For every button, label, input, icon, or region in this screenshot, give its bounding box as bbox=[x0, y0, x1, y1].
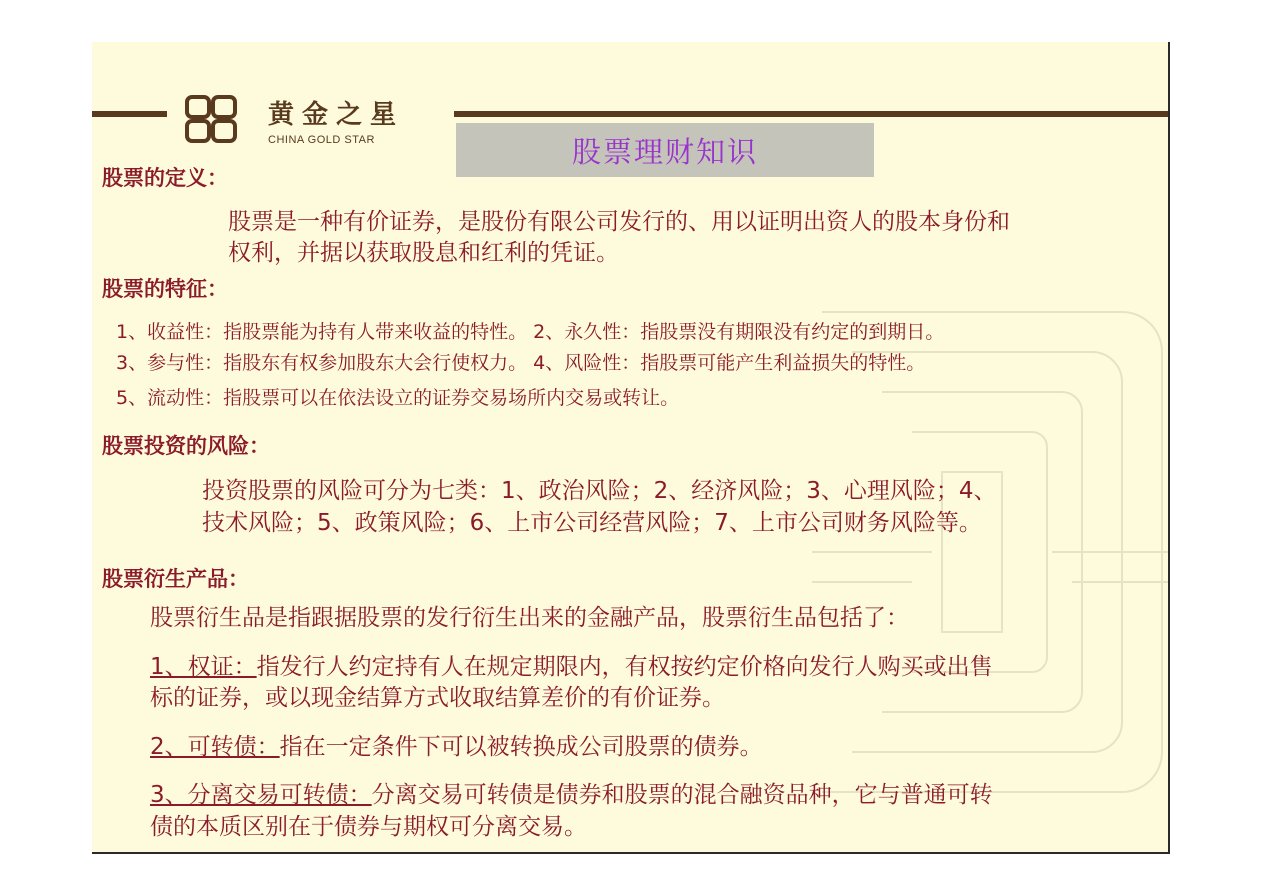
derivative-item-1 bbox=[150, 648, 993, 681]
derivative-term-3: 3、分离交易可转债： bbox=[150, 782, 372, 808]
derivative-term-1: 1、权证： bbox=[150, 654, 257, 680]
definition-heading: 股票的定义： bbox=[102, 166, 228, 190]
definition-line-2: 权利，并据以获取股息和红利的凭证。 bbox=[228, 240, 619, 266]
logo-chinese-name: 黄金之星 bbox=[268, 100, 405, 130]
slide-title: 股票理财知识 bbox=[571, 134, 758, 169]
header-bar-right bbox=[454, 111, 1168, 117]
risks-line-1: 投资股票的风险可分为七类：1、政治风险；2、经济风险；3、心理风险；4、 bbox=[202, 478, 997, 504]
risks-line-2: 技术风险；5、政策风险；6、上市公司经营风险；7、上市公司财务风险等。 bbox=[202, 510, 982, 536]
definition-line-1: 股票是一种有价证券，是股份有限公司发行的、用以证明出资人的股本身份和 bbox=[228, 209, 1010, 235]
features-line-2: 3、参与性：指股东有权参加股东大会行使权力。 4、风险性：指股票可能产生利益损失的特性。 bbox=[116, 352, 926, 374]
derivative-item-3 bbox=[150, 776, 993, 809]
features-line-1: 1、收益性：指股票能为持有人带来收益的特性。 2、永久性：指股票没有期限没有约定的到期日。 bbox=[116, 321, 945, 343]
risks-heading: 股票投资的风险： bbox=[102, 434, 270, 458]
derivative-item-3-cont: 债的本质区别在于债券与期权可分离交易。 bbox=[150, 814, 587, 840]
features-heading: 股票的特征： bbox=[102, 277, 228, 301]
derivative-desc-2: 指在一定条件下可以被转换成公司股票的债券。 bbox=[279, 734, 763, 760]
title-box bbox=[456, 123, 874, 177]
china-gold-star-logo-icon bbox=[184, 94, 238, 144]
slide bbox=[92, 42, 1170, 854]
derivative-item-2 bbox=[150, 728, 763, 761]
derivatives-heading: 股票衍生产品： bbox=[102, 567, 249, 591]
header-bar-left bbox=[92, 111, 167, 117]
derivative-item-1-cont: 标的证券，或以现金结算方式收取结算差价的有价证券。 bbox=[150, 685, 725, 711]
logo-english-name: CHINA GOLD STAR bbox=[268, 134, 375, 146]
derivative-desc-3: 分离交易可转债是债券和股票的混合融资品种，它与普通可转 bbox=[371, 782, 993, 808]
derivative-desc-1: 指发行人约定持有人在规定期限内，有权按约定价格向发行人购买或出售 bbox=[256, 654, 993, 680]
features-line-3: 5、流动性：指股票可以在依法设立的证券交易场所内交易或转让。 bbox=[116, 387, 680, 409]
derivative-term-2: 2、可转债： bbox=[150, 734, 280, 760]
derivatives-intro: 股票衍生品是指跟据股票的发行衍生出来的金融产品，股票衍生品包括了： bbox=[150, 605, 909, 631]
